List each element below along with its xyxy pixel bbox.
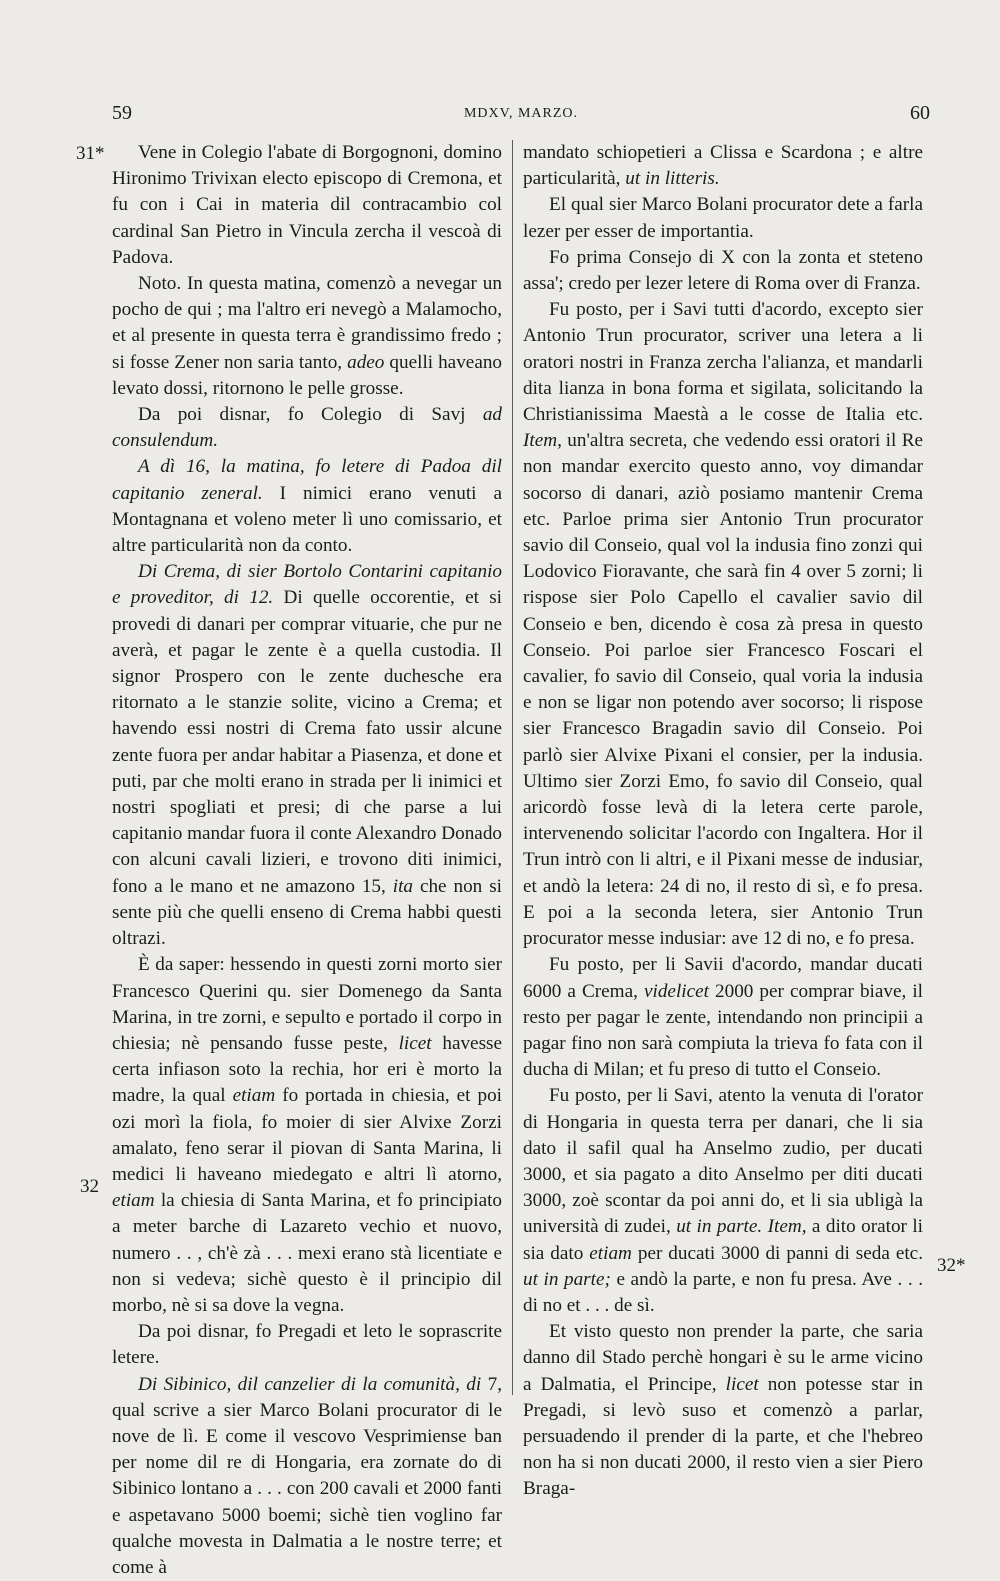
- paragraph: Da poi disnar, fo Colegio di Savj ad consulendum.: [112, 404, 503, 452]
- paragraph: Noto. In questa matina, comenzò a nevegar un pocho de qui ; ma l'altro eri nevegò a Malamocho, et al presente in questa terra è grandissimo fredo ; si fosse Zener non saria tanto, adeo quelli haveano levato dossi, ritornono le pelle grosse.: [112, 273, 503, 399]
- paragraph: Fu posto, per li Savi, atento la venuta di l'orator di Hongaria in questa terra per danari, che li sia dato il safil qual ha Anselmo zudio, per ducati 3000, et sia pagato a dito Anselmo per diti ducati 3000, zoè scontar da poi anni do, et li sia ubligà la università di zudei, ut in parte. Item, a dito orator li sia dato etiam per ducati 3000 di panni di seda etc. ut in parte; e andò la parte, e non fu presa. Ave . . . di no et . . . de sì.: [523, 1085, 924, 1316]
- page-number-left: 59: [112, 102, 132, 124]
- paragraph: Da poi disnar, fo Pregadi et leto le soprascrite letere.: [112, 1321, 502, 1369]
- paragraph: Di Crema, di sier Bortolo Contarini capitanio e proveditor, di 12. Di quelle occorentie, et si provedi di danari per comprar vituarie, che pur ne averà, et pagar le zente è a quella custodia. Il signor Prospero con le zente duchesche era ritornato a le stanzie solite, vicino a Crema; et havendo essi nostri di Crema fato ussir alcune zente fuora per andar habitar a Piasenza, et done et puti, par che molti erano in strada per li inimici et nostri spogliati et presi; di che parse a lui capitanio mandar fuora il conte Alexandro Donado con alcuni cavali lizieri, e trovono diti inimici, fono a le mano et ne amazono 15, ita che non si sente più che quelli enseno di Crema habbi questi oltrazi.: [112, 561, 503, 950]
- paragraph: El qual sier Marco Bolani procurator dete a farla lezer per esser de importantia.: [523, 194, 923, 242]
- paragraph: Fu posto, per i Savi tutti d'acordo, excepto sier Antonio Trun procurator, scriver una letera a li oratori nostri in Franza zercha l'alianza, et mandarli dita lianza in bona forma et sigilata, solicitando la Christianissima Maestà a le cosse de Italia etc. Item, un'altra secreta, che vedendo essi oratori il Re non mandar exercito questo anno, voy dimandar socorso di danari, aziò posiamo mantenir Crema etc. Parloe prima sier Antonio Trun procurator savio dil Conseio, qual vol la indusia fino zonzi qui Lodovico Fioravante, che sarà fin 4 over 5 zorni; li rispose sier Polo Capello el cavalier savio dil Conseio e ben, dicendo è cosa zà presa in questo Conseio. Poi parloe sier Francesco Foscari el cavalier, fo savio dil Conseio, qual voria la indusia e non se ligar non potendo aver socorso; li rispose sier Francesco Bragadin savio dil Conseio. Poi parlò sier Alvixe Pixani el consier, per la indusia. Ultimo sier Zorzi Emo, fo savio dil Conseio, qual aricordò fosse levà di la letera certe parole, intervenendo solicitar l'acordo con Ingaltera. Hor il Trun intrò con li altri, e il Pixani messe de indusiar, et andò la letera: 24 di no, il resto di sì, e fo presa. E poi a la seconda letera, sier Antonio Trun procurator messe indusiar: ave 12 di no, e fo presa.: [523, 299, 924, 950]
- paragraph: mandato schiopetieri a Clissa e Scardona ; e altre particularità, ut in litteris.: [523, 142, 923, 190]
- paragraph: Et visto questo non prender la parte, che saria danno dil Stado perchè hongari è su le arme vicino a Dalmatia, el Principe, licet non potesse star in Pregadi, si levò suso et comenzò a parlar, persuadendo il prender di la parte, et che l'hebreo non ha si non ducati 2000, il resto vien a sier Piero Braga-: [523, 1321, 924, 1500]
- paragraph: A dì 16, la matina, fo letere di Padoa dil capitanio zeneral. I nimici erano venuti a Montagnana et voleno meter lì uno comissario, et altre particularità non da conto.: [112, 456, 502, 557]
- paragraph: Fo prima Consejo di X con la zonta et steteno assa'; credo per lezer letere di Roma over di Franza.: [523, 246, 923, 295]
- paragraph: Fu posto, per li Savii d'acordo, mandar ducati 6000 a Crema, videlicet 2000 per comprar biave, il resto per pagar le zente, intendando non principii a pagar fino non sarà compiuta la trieva fo fata con il ducha di Milan; et fu preso di tutto el Conseio.: [523, 954, 924, 1081]
- paragraph: Di Sibinico, dil canzelier di la comunità, di 7, qual scrive a sier Marco Bolani procurator di le nove de lì. E come il vescovo Vesprimiense ban per nome dil re di Hongaria, era zornate do di Sibinico lontano a . . . con 200 cavali et 2000 fanti e aspetavano 5000 boemi; sichè tien voglino far qualche movesta in Dalmatia a le nostre terre; et come à: [112, 1373, 503, 1578]
- margin-marker-32-star: 32*: [937, 1255, 966, 1276]
- running-header: [112, 102, 930, 130]
- paragraph: Vene in Colegio l'abate di Borgognoni, domino Hironimo Trivixan electo episcopo di Cremona, et fu con i Cai in materia dil contracambio col cardinal San Pietro in Vincula zercha il vescoà di Padova.: [112, 142, 502, 268]
- margin-marker-31: 31*: [76, 143, 105, 164]
- left-column: [112, 140, 502, 1581]
- margin-marker-32: 32: [80, 1176, 99, 1197]
- running-title: MDXV, MARZO.: [463, 106, 579, 121]
- page-number-right: 60: [910, 102, 930, 124]
- paragraph: È da saper: hessendo in questi zorni morto sier Francesco Querini qu. sier Domenego da Santa Marina, in tre zorni, e sepulto e portado il corpo in chiesia; nè pensando fusse peste, licet havesse certa infiason soto la rechia, hor eri è morto la madre, la qual etiam fo portada in chiesia, et poi ozi morì la fiola, fo moier di sier Alvixe Zorzi amalato, feno serar il piovan di Santa Marina, li medici li haveano miedegato e altri lì atorno, etiam la chiesia di Santa Marina, et fo principiato a meter barche di Lazareto vechio et nuovo, numero . . , ch'è zà . . . mexi erano stà licentiate e non si vedeva; sichè questo è il principio dil morbo, nè si sa dove la vegna.: [112, 954, 503, 1316]
- column-divider: [512, 140, 513, 1395]
- right-column: [523, 140, 923, 1503]
